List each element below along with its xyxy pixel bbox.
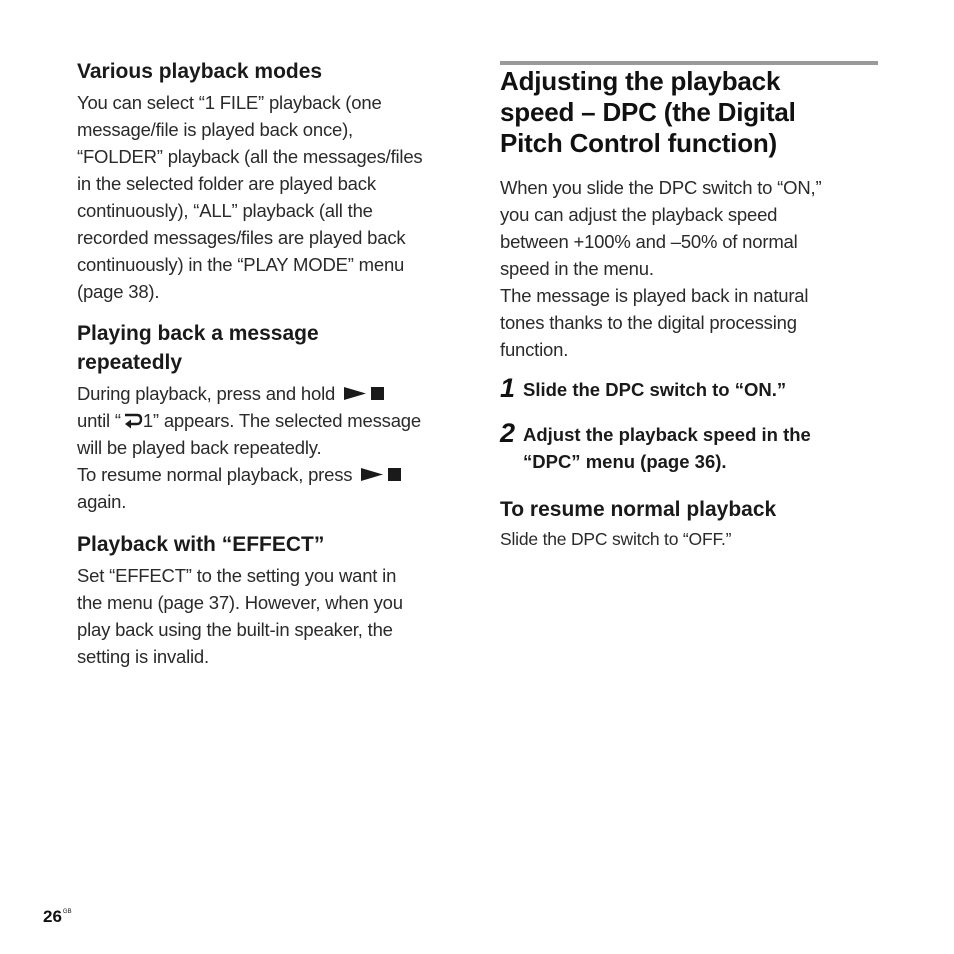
step-text: Slide the DPC switch to “ON.” bbox=[523, 379, 787, 400]
section-title: Adjusting the playback speed – DPC (the Digital Pitch Control function) bbox=[500, 66, 796, 158]
heading-playback-with-effect: Playback with “EFFECT” bbox=[77, 533, 325, 556]
play-stop-icon bbox=[344, 386, 388, 401]
section-rule bbox=[500, 61, 878, 65]
page-region: GB bbox=[62, 909, 72, 915]
playing-back-repeatedly-text: During playback, press and hold until “ 1” appears. The selected message will be played back repeatedly. To resume normal playback, press again. bbox=[77, 383, 421, 512]
step-number: 1 bbox=[500, 373, 516, 403]
dpc-intro-text: When you slide the DPC switch to “ON,” you can adjust the playback speed between +100% and –50% of normal speed in the menu. The message is played back in natural tones thanks to the digital processing function. bbox=[500, 177, 822, 360]
step-text: Adjust the playback speed in the “DPC” menu (page 36). bbox=[523, 424, 811, 472]
heading-playing-back-repeatedly: Playing back a message repeatedly bbox=[77, 322, 319, 374]
step-number: 2 bbox=[500, 418, 516, 448]
heading-various-playback-modes: Various playback modes bbox=[77, 60, 323, 83]
repeat-icon bbox=[121, 412, 143, 429]
heading-resume-normal-playback: To resume normal playback bbox=[500, 498, 777, 521]
playback-with-effect-text: Set “EFFECT” to the setting you want in the menu (page 37). However, when you play back using the built-in speaker, the setting is invalid. bbox=[77, 565, 403, 667]
resume-normal-playback-text: Slide the DPC switch to “OFF.” bbox=[500, 529, 732, 549]
play-stop-icon bbox=[361, 467, 405, 482]
page-number: $26^{GB}$ bbox=[43, 907, 72, 926]
various-playback-modes-text: You can select “1 FILE” playback (one message/file is played back once), “FOLDER” playback (all the messages/files in the selected folder are played back continuously), “ALL” playback (all the recorded messages/files are played back continuously) in the “PLAY MODE” menu (page 38). bbox=[77, 92, 423, 302]
